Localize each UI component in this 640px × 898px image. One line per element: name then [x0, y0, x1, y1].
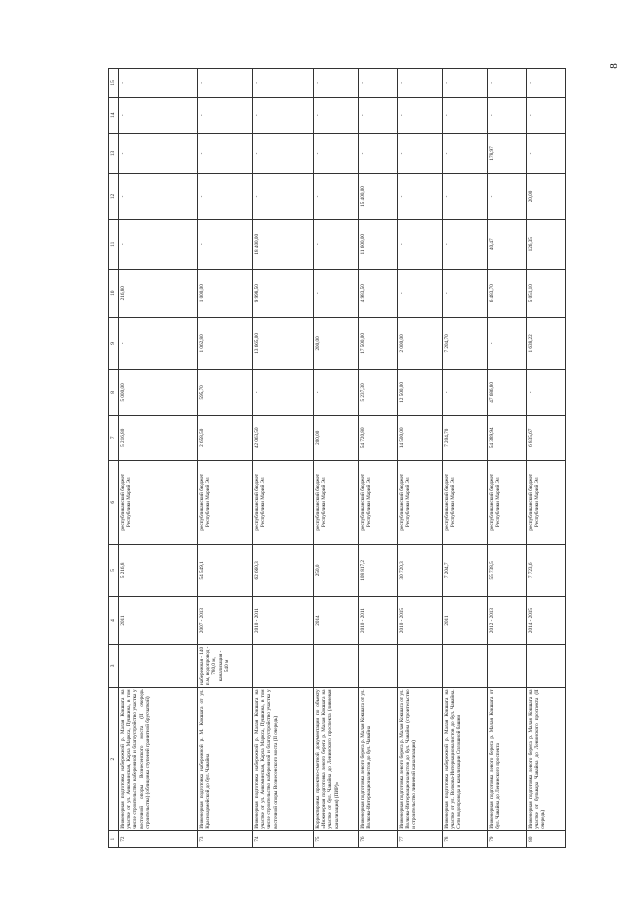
capacity: набережная - 140 п.м, водопровод - 780,0 м, канализация - 540 м	[198, 644, 253, 687]
value-col-7: 54 720,80	[359, 415, 398, 460]
value-col-13: -	[527, 133, 566, 174]
value-col-14: -	[359, 97, 398, 133]
value-col-8: -	[443, 370, 488, 415]
value-col-9: 13 665,00	[253, 317, 314, 370]
page-number: 8	[607, 63, 620, 69]
funding-source: республиканский бюджет Республики Марий Эл	[398, 460, 443, 544]
capacity	[527, 644, 566, 687]
value-col-11: -	[314, 219, 359, 269]
value-col-7: 54 389,94	[488, 415, 527, 460]
row-number: 75	[314, 831, 359, 848]
value-col-7: 7 204,70	[443, 415, 488, 460]
row-number: 76	[359, 831, 398, 848]
total-cost: 108 817,2	[359, 544, 398, 597]
total-cost: 7 204,7	[443, 544, 488, 597]
value-col-13: -	[119, 133, 198, 174]
value-col-11: 11 600,00	[359, 219, 398, 269]
value-col-10: -	[398, 269, 443, 317]
funding-source: республиканский бюджет Республики Марий Эл	[198, 460, 253, 544]
column-number-13: 13	[109, 133, 119, 174]
value-col-8: 47 686,80	[488, 370, 527, 415]
capacity	[398, 644, 443, 687]
column-number-15: 15	[109, 69, 119, 98]
value-col-13: 178,97	[488, 133, 527, 174]
funding-source: республиканский бюджет Республики Марий Эл	[443, 460, 488, 544]
column-number-4: 4	[109, 597, 119, 645]
value-col-11: 126,35	[527, 219, 566, 269]
value-col-9: 7 204,70	[443, 317, 488, 370]
value-col-7: 14 500,00	[398, 415, 443, 460]
column-number-9: 9	[109, 317, 119, 370]
row-number: 74	[253, 831, 314, 848]
value-col-7: 5 216,80	[119, 415, 198, 460]
table-row	[359, 69, 398, 848]
work-description: Инженерная подготовка набережной р. Малая Кокшага на участке от ул. Анкоминская, Карла Маркса, Пушкина, в том числе строительство набережной и благоустройство участка у восточной опоры Вознесенского моста (II очередь)	[253, 687, 314, 830]
total-cost: 55 738,5	[488, 544, 527, 597]
value-col-9: -	[119, 317, 198, 370]
value-col-8: -	[253, 370, 314, 415]
value-col-12: -	[119, 174, 198, 219]
value-col-10: -	[443, 269, 488, 317]
value-col-15: -	[253, 69, 314, 98]
value-col-15: -	[488, 69, 527, 98]
table-row	[198, 69, 253, 848]
column-number-5: 5	[109, 544, 119, 597]
column-number-14: 14	[109, 97, 119, 133]
value-col-14: -	[314, 97, 359, 133]
value-col-12: -	[253, 174, 314, 219]
funding-source: республиканский бюджет Республики Марий Эл	[488, 460, 527, 544]
total-cost: 7 723,6	[527, 544, 566, 597]
column-number-12: 12	[109, 174, 119, 219]
value-col-14: -	[119, 97, 198, 133]
program-table	[108, 68, 566, 848]
funding-source: республиканский бюджет Республики Марий Эл	[314, 460, 359, 544]
total-cost: 30 720,3	[398, 544, 443, 597]
value-col-12: -	[443, 174, 488, 219]
total-cost: 62 660,3	[253, 544, 314, 597]
value-col-12: -	[314, 174, 359, 219]
value-col-15: -	[443, 69, 488, 98]
row-number: 78	[443, 831, 488, 848]
value-col-13: -	[359, 133, 398, 174]
table-row	[443, 69, 488, 848]
value-col-12: 15 400,00	[359, 174, 398, 219]
period: 2011	[443, 597, 488, 645]
total-cost: 54 549,1	[198, 544, 253, 597]
value-col-14: -	[443, 97, 488, 133]
landscape-table-container	[108, 68, 628, 848]
value-col-15: -	[314, 69, 359, 98]
value-col-8: 5 000,00	[119, 370, 198, 415]
value-col-7: 6 835,67	[527, 415, 566, 460]
value-col-12: -	[488, 174, 527, 219]
value-col-15: -	[359, 69, 398, 98]
value-col-8: 5 237,30	[359, 370, 398, 415]
period: 2010 - 2015	[398, 597, 443, 645]
period: 2010 - 2011	[359, 597, 398, 645]
value-col-10: 4 983,50	[359, 269, 398, 317]
value-col-12: 20,00	[527, 174, 566, 219]
value-col-11: -	[443, 219, 488, 269]
row-number: 77	[398, 831, 443, 848]
capacity	[359, 644, 398, 687]
capacity	[119, 644, 198, 687]
value-col-11: 18 400,00	[253, 219, 314, 269]
value-col-13: -	[443, 133, 488, 174]
value-col-10: 6 483,70	[488, 269, 527, 317]
value-col-9: 1 638,22	[527, 317, 566, 370]
capacity	[253, 644, 314, 687]
value-col-10: -	[314, 269, 359, 317]
value-col-14: -	[253, 97, 314, 133]
value-col-13: -	[253, 133, 314, 174]
value-col-14: -	[198, 97, 253, 133]
work-description: Инженерная подготовка набережной р. М. Кокшага от ул. Красноармейской до бул. Чавайна	[198, 687, 253, 830]
value-col-10: 9 998,50	[253, 269, 314, 317]
value-col-10: 1 000,00	[198, 269, 253, 317]
column-number-1: 1	[109, 831, 119, 848]
value-col-7: 200,00	[314, 415, 359, 460]
work-description: Инженерная подготовка левого берега р. Малая Кокшага от ул. Волкова-Интернационалистов до бул. Чавайна (строительство и строительство ливневой канализации)	[398, 687, 443, 830]
value-col-15: -	[198, 69, 253, 98]
column-number-10: 10	[109, 269, 119, 317]
work-description: Инженерная подготовка левого берега р. Малая Кокшага от ул. Волкова-Интернационалистов до бул. Чавайна	[359, 687, 398, 830]
table-row	[314, 69, 359, 848]
work-description: Инженерная подготовка набережной р. Малая Кокшага на участке от ул. Анкоминская, Карла Маркса, Пушкина, в том числе строительство набережной и благоустройство участка у восточной опоры Вознесенского моста (II очередь строительства) (облицовка ступеней гранитной брусчаткой)	[119, 687, 198, 830]
value-col-12: -	[398, 174, 443, 219]
value-col-7: 2 658,50	[198, 415, 253, 460]
row-number: 73	[198, 831, 253, 848]
value-col-14: -	[398, 97, 443, 133]
value-col-15: -	[527, 69, 566, 98]
value-col-11: -	[198, 219, 253, 269]
table-row	[119, 69, 198, 848]
capacity	[314, 644, 359, 687]
column-number-3: 3	[109, 644, 119, 687]
value-col-14: -	[527, 97, 566, 133]
value-col-15: -	[119, 69, 198, 98]
value-col-11: -	[398, 219, 443, 269]
total-cost: 250,0	[314, 544, 359, 597]
value-col-7: 42 063,50	[253, 415, 314, 460]
period: 2014	[314, 597, 359, 645]
table-row	[488, 69, 527, 848]
funding-source: республиканский бюджет Республики Марий Эл	[119, 460, 198, 544]
value-col-9: -	[488, 317, 527, 370]
value-col-9: 200,00	[314, 317, 359, 370]
capacity	[488, 644, 527, 687]
value-col-8: 595,70	[198, 370, 253, 415]
value-col-8: 12 500,00	[398, 370, 443, 415]
table-row	[398, 69, 443, 848]
value-col-8: -	[314, 370, 359, 415]
column-number-2: 2	[109, 687, 119, 830]
column-number-11: 11	[109, 219, 119, 269]
value-col-13: -	[198, 133, 253, 174]
total-cost: 5 216,8	[119, 544, 198, 597]
column-number-row	[109, 69, 119, 848]
column-number-6: 6	[109, 460, 119, 544]
work-description: Инженерная подготовка левого берега р. Малая Кокшага на участке от бульвара Чавайна до Ленинского проспекта (II очередь)	[527, 687, 566, 830]
table-row	[527, 69, 566, 848]
column-number-7: 7	[109, 415, 119, 460]
value-col-13: -	[398, 133, 443, 174]
period: 2014 - 2015	[527, 597, 566, 645]
table-body	[119, 69, 566, 848]
value-col-9: 2 000,00	[398, 317, 443, 370]
capacity	[443, 644, 488, 687]
value-col-11: -	[119, 219, 198, 269]
column-number-8: 8	[109, 370, 119, 415]
row-number: 80	[527, 831, 566, 848]
table-row	[253, 69, 314, 848]
value-col-8: -	[527, 370, 566, 415]
value-col-9: 1 062,80	[198, 317, 253, 370]
value-col-10: 5 051,10	[527, 269, 566, 317]
value-col-14: -	[488, 97, 527, 133]
work-description: Инженерная подготовка набережной р. Малая Кокшага на участке от ул. Волкова-Интернационалистов до бул. Чавайна. Сети водопровода и канализации Сплошной башни	[443, 687, 488, 830]
value-col-15: -	[398, 69, 443, 98]
funding-source: республиканский бюджет Республики Марий Эл	[527, 460, 566, 544]
period: 2011	[119, 597, 198, 645]
period: 2007 - 2013	[198, 597, 253, 645]
rotated-table-area	[108, 68, 628, 848]
value-col-9: 17 500,00	[359, 317, 398, 370]
work-description: Инженерная подготовка левого берега р. Малая Кокшага от бул. Чавайна до Ленинского проспекта	[488, 687, 527, 830]
funding-source: республиканский бюджет Республики Марий Эл	[359, 460, 398, 544]
value-col-11: 40,47	[488, 219, 527, 269]
row-number: 72	[119, 831, 198, 848]
funding-source: республиканский бюджет Республики Марий Эл	[253, 460, 314, 544]
row-number: 79	[488, 831, 527, 848]
period: 2010 - 2011	[253, 597, 314, 645]
period: 2012 - 2013	[488, 597, 527, 645]
value-col-13: -	[314, 133, 359, 174]
value-col-10: 216,80	[119, 269, 198, 317]
value-col-12: -	[198, 174, 253, 219]
work-description: Корректировка проектно-сметной документации по объекту «Инженерная подготовка левого берега р. Малая Кокшага на участке от бул. Чавайна до Ленинского проспекта (ливневая канализация) (ПИР)»	[314, 687, 359, 830]
